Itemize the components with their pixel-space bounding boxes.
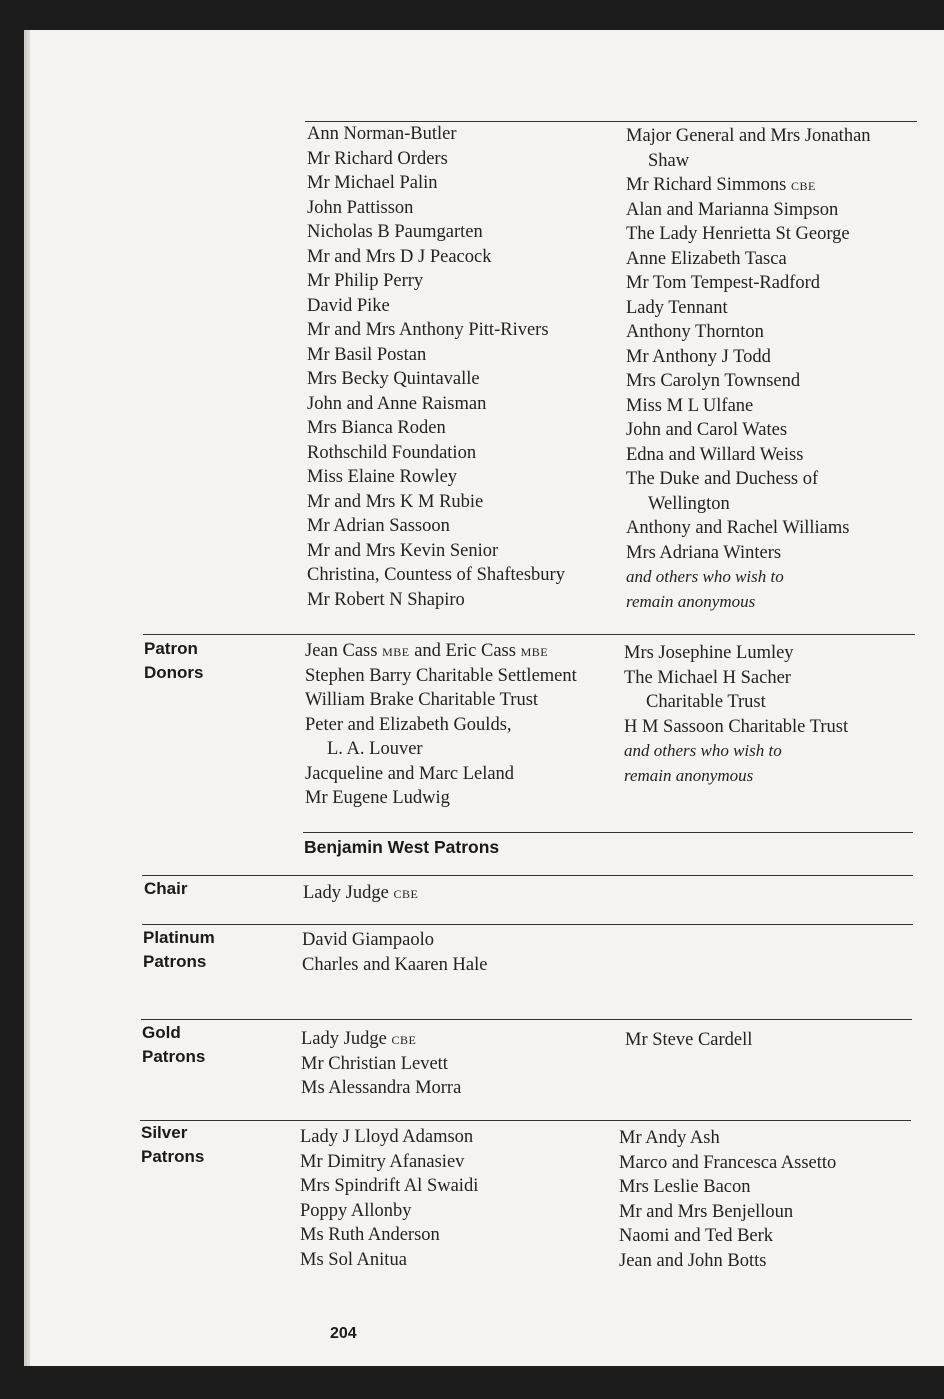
name-list (302, 928, 487, 977)
name-list (300, 1125, 478, 1272)
list-item: Mr Richard Simmons cbe (626, 175, 816, 195)
list-item: Lady J Lloyd Adamson (300, 1127, 474, 1147)
list-item: Stephen Barry Charitable Settlement (305, 665, 577, 686)
section-divider (140, 1120, 911, 1121)
section-divider (141, 1019, 912, 1020)
list-item: The Lady Henrietta St George (626, 224, 850, 244)
name-list (624, 641, 848, 788)
list-item: Mrs Leslie Bacon (619, 1177, 751, 1197)
list-item: Mrs Spindrift Al Swaidi (300, 1176, 479, 1196)
list-item: remain anonymous (624, 765, 754, 785)
list-item: Mr and Mrs Benjelloun (619, 1201, 794, 1222)
list-item: Mrs Josephine Lumley (624, 643, 794, 663)
list-item: and others who wish to (626, 567, 784, 586)
name-list (626, 124, 871, 614)
section-label-gold: Gold Patrons (142, 1023, 206, 1066)
list-item: Mrs Becky Quintavalle (307, 369, 480, 389)
list-item: remain anonymous (626, 591, 756, 611)
list-item: Mr Michael Palin (307, 173, 438, 193)
section-label-patron-donors: Patron Donors (144, 639, 204, 682)
list-item: The Duke and Duchess of (626, 469, 819, 489)
list-item: Lady Judge cbe (301, 1029, 417, 1049)
name-list (301, 1027, 461, 1101)
honour-suffix: cbe (391, 1029, 417, 1048)
list-item: Ann Norman-Butler (307, 124, 457, 144)
list-item: Lady Judge cbe (303, 883, 419, 903)
list-item: Lady Tennant (626, 297, 728, 318)
list-item: Major General and Mrs Jonathan (626, 126, 871, 146)
list-item: Marco and Francesca Assetto (619, 1152, 837, 1173)
list-item: Mr Philip Perry (307, 271, 424, 291)
list-item: Wellington (648, 493, 730, 514)
section-divider (142, 875, 913, 876)
name-list (625, 1028, 752, 1053)
list-item: Miss Elaine Rowley (307, 467, 458, 487)
honour-suffix: cbe (393, 883, 419, 902)
list-item: and others who wish to (624, 741, 782, 760)
list-item: Mrs Carolyn Townsend (626, 371, 801, 391)
honour-suffix: mbe (382, 641, 410, 660)
list-item: William Brake Charitable Trust (305, 690, 539, 710)
honour-suffix: cbe (790, 175, 816, 194)
list-item: Mr Andy Ash (619, 1128, 720, 1148)
list-item: Mrs Adriana Winters (626, 542, 782, 563)
list-item: Mr and Mrs D J Peacock (307, 246, 492, 267)
list-item: Ms Alessandra Morra (301, 1078, 462, 1098)
list-item: Mr Eugene Ludwig (305, 788, 450, 808)
list-item: Charitable Trust (646, 692, 766, 712)
list-item: David Giampaolo (302, 930, 435, 950)
list-item: Mr Anthony J Todd (626, 346, 771, 367)
list-item: Alan and Marianna Simpson (626, 199, 839, 220)
list-item: Peter and Elizabeth Goulds, (305, 714, 512, 735)
list-item: Poppy Allonby (300, 1200, 412, 1221)
list-item: Mr Robert N Shapiro (307, 589, 465, 610)
list-item: Shaw (648, 150, 690, 171)
list-item: H M Sassoon Charitable Trust (624, 716, 849, 737)
list-item: Charles and Kaaren Hale (302, 954, 488, 975)
list-item: Naomi and Ted Berk (619, 1226, 774, 1246)
list-item: Mr Richard Orders (307, 148, 448, 169)
section-divider (303, 832, 913, 833)
section-heading: Benjamin West Patrons (304, 837, 500, 857)
list-item: Mr Adrian Sassoon (307, 516, 450, 536)
section-divider (143, 634, 915, 635)
name-list (303, 881, 418, 906)
section-divider (142, 924, 913, 925)
list-item: Anthony Thornton (626, 322, 764, 342)
list-item: Jean and John Botts (619, 1250, 767, 1271)
list-item: Ms Sol Anitua (300, 1249, 407, 1270)
list-item: Rothschild Foundation (307, 442, 477, 463)
list-item: Ms Ruth Anderson (300, 1225, 440, 1245)
list-item: Edna and Willard Weiss (626, 444, 804, 465)
list-item: L. A. Louver (327, 739, 423, 759)
name-list (619, 1126, 836, 1273)
list-item: Jean Cass mbe and Eric Cass mbe (305, 641, 549, 661)
list-item: Nicholas B Paumgarten (307, 222, 483, 242)
list-item: Mr and Mrs K M Rubie (307, 491, 484, 512)
list-item: Mr Christian Levett (301, 1053, 448, 1074)
honour-suffix: mbe (520, 641, 549, 660)
list-item: Mr Basil Postan (307, 344, 427, 365)
list-item: Mr and Mrs Kevin Senior (307, 540, 499, 561)
name-list (305, 639, 577, 811)
list-item: Anthony and Rachel Williams (626, 518, 850, 538)
book-page (30, 30, 944, 1366)
name-list (307, 122, 565, 612)
list-item: Jacqueline and Marc Leland (305, 763, 515, 784)
list-item: Mr Dimitry Afanasiev (300, 1151, 465, 1172)
list-item: Miss M L Ulfane (626, 395, 754, 416)
list-item: Mrs Bianca Roden (307, 418, 446, 438)
list-item: John and Anne Raisman (307, 393, 487, 414)
list-item: David Pike (307, 295, 390, 316)
section-label-chair: Chair (144, 879, 188, 898)
list-item: John Pattisson (307, 197, 414, 218)
list-item: Christina, Countess of Shaftesbury (307, 565, 565, 585)
page-number: 204 (330, 1325, 357, 1342)
list-item: Mr Tom Tempest-Radford (626, 273, 821, 293)
section-label-silver: Silver Patrons (141, 1123, 205, 1166)
list-item: Mr and Mrs Anthony Pitt-Rivers (307, 320, 549, 340)
section-label-platinum: Platinum Patrons (143, 928, 215, 971)
list-item: The Michael H Sacher (624, 667, 791, 688)
list-item: Mr Steve Cardell (625, 1030, 753, 1050)
list-item: Anne Elizabeth Tasca (626, 248, 787, 269)
list-item: John and Carol Wates (626, 420, 788, 440)
